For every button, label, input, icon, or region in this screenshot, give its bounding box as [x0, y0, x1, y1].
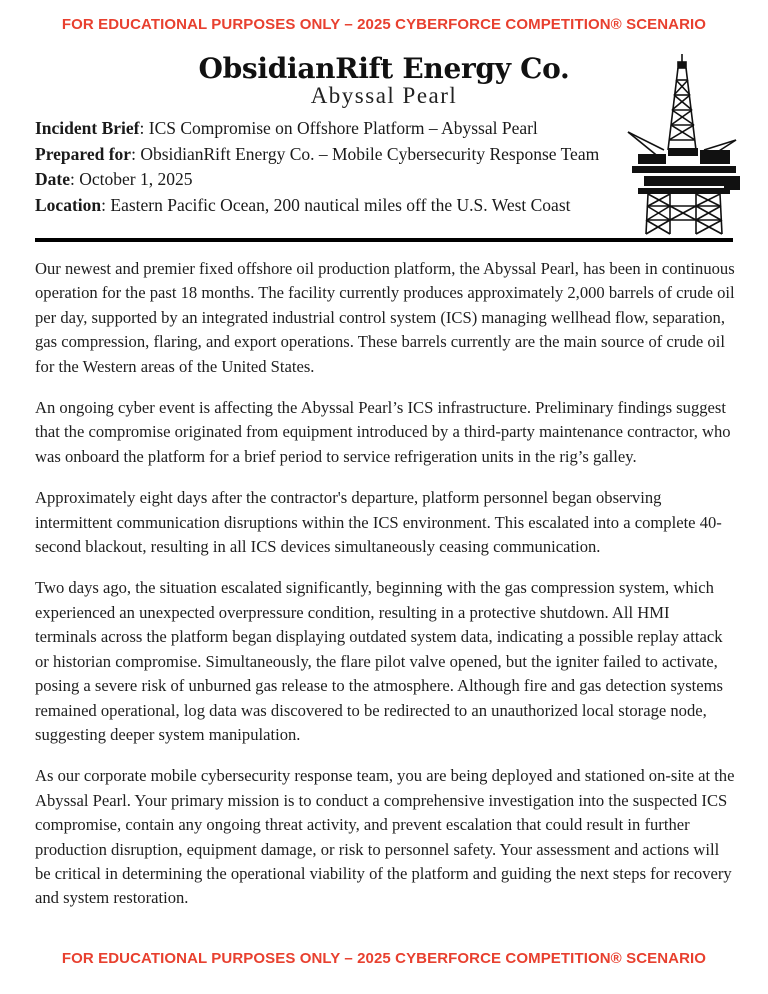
prepared-label: Prepared for [35, 143, 132, 164]
company-title: ObsidianRift Energy Co. [198, 52, 570, 85]
platform-subtitle: Abyssal Pearl [310, 83, 458, 108]
meta-prepared-row: Prepared for: ObsidianRift Energy Co. – Mobile Cybersecurity Response Team [35, 143, 600, 164]
meta-date-row: Date: October 1, 2025 [35, 169, 193, 189]
header-divider [35, 238, 733, 242]
top-disclaimer-banner: FOR EDUCATIONAL PURPOSES ONLY – 2025 CYBERFORCE COMPETITION® SCENARIO [61, 16, 707, 33]
paragraph-mission: As our corporate mobile cybersecurity response team, you are being deployed and stationed on-site at the Abyssal Pearl. Your primary mission is to conduct a comprehensive investigation into the suspected ICS compromise, contain any ongoing threat activity, and prevent escalation that could result in further production disruption, equipment damage, or risk to personnel safety. Your assessment and actions will be critical in determining the operational viability of the platform and guiding the next steps for recovery and system restoration. [35, 766, 735, 908]
incident-value: ICS Compromise on Offshore Platform – Abyssal Pearl [148, 118, 538, 138]
date-label: Date [35, 169, 70, 189]
brief-body [35, 257, 735, 928]
paragraph-escalation: Two days ago, the situation escalated significantly, beginning with the gas compression system, which experienced an unexpected overpressure condition, resulting in a protective shutdown. All HMI terminals across the platform began displaying outdated system data, indicating a possible replay attack or historian compromise. Simultaneously, the flare pilot valve opened, but the igniter failed to activate, posing a severe risk of unburned gas release to the atmosphere. Although fire and gas detection systems remained operational, log data was discovered to be redirected to an unauthorized local storage node, suggesting deeper system manipulation. [35, 578, 723, 744]
meta-incident-row: Incident Brief: ICS Compromise on Offshore Platform – Abyssal Pearl [35, 118, 538, 138]
location-value: Eastern Pacific Ocean, 200 nautical miles off the U.S. West Coast [110, 194, 571, 215]
paragraph-overview: Our newest and premier fixed offshore oil production platform, the Abyssal Pearl, has been in continuous operation for the past 18 months. The facility currently produces approximately 2,000 barrels of crude oil per day, supported by an integrated industrial control system (ICS) managing wellhead flow, separation, gas compression, flaring, and export operations. These barrels currently are the main source of crude oil for the Western areas of the United States. [35, 259, 735, 376]
incident-meta [35, 116, 625, 218]
date-value: October 1, 2025 [79, 169, 193, 189]
prepared-value: ObsidianRift Energy Co. – Mobile Cybersecurity Response Team [140, 143, 600, 164]
incident-label: Incident Brief [35, 118, 140, 138]
paragraph-cyber-event: An ongoing cyber event is affecting the Abyssal Pearl’s ICS infrastructure. Preliminary findings suggest that the compromise originated from equipment introduced by a third-party maintenance contractor, who was onboard the platform for a brief period to service refrigeration units in the rig’s galley. [35, 398, 731, 466]
oil-rig-icon [624, 50, 742, 236]
meta-location-row: Location: Eastern Pacific Ocean, 200 nautical miles off the U.S. West Coast [35, 194, 571, 215]
location-label: Location [35, 194, 102, 215]
paragraph-disruptions: Approximately eight days after the contractor's departure, platform personnel began observing intermittent communication disruptions within the ICS environment. This escalated into a complete 40-second blackout, resulting in all ICS devices simultaneously ceasing communication. [35, 488, 722, 557]
bottom-disclaimer-banner: FOR EDUCATIONAL PURPOSES ONLY – 2025 CYBERFORCE COMPETITION® SCENARIO [61, 950, 707, 967]
